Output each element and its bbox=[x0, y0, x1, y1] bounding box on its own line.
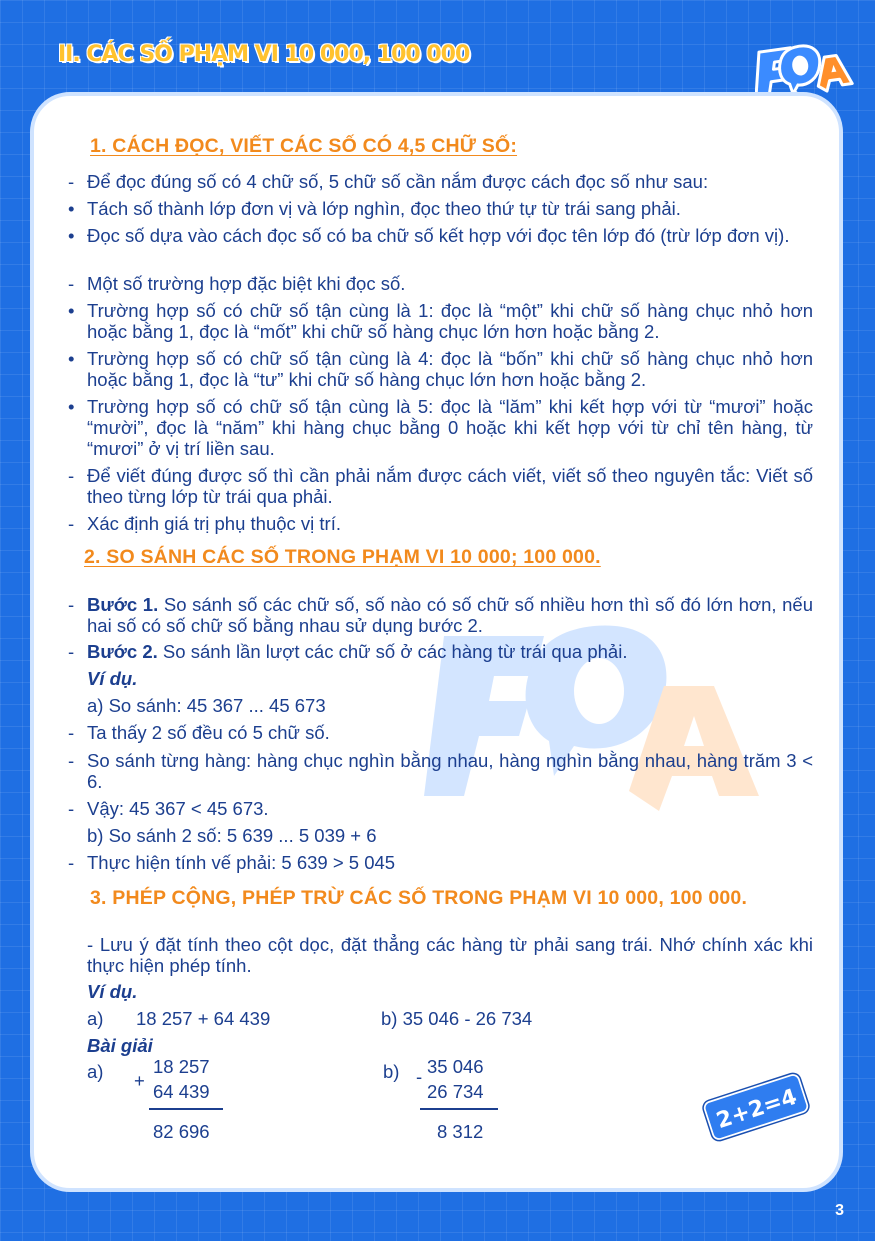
step-1-label: Bước 1. bbox=[87, 594, 159, 615]
list-item-text: Xác định giá trị phụ thuộc vị trí. bbox=[87, 513, 341, 534]
list-item: - Ta thấy 2 số đều có 5 chữ số. bbox=[68, 722, 813, 743]
bullet-marker: • bbox=[68, 198, 75, 219]
list-item bbox=[68, 396, 813, 459]
list-item-text: Một số trường hợp đặc biệt khi đọc số. bbox=[87, 273, 406, 294]
calc-a-top: 18 257 bbox=[153, 1056, 210, 1077]
list-item bbox=[68, 198, 813, 219]
example-b: b) So sánh 2 số: 5 639 ... 5 039 + 6 bbox=[87, 825, 377, 846]
list-item-text: Trường hợp số có chữ số tận cùng là 4: đọc là “bốn” khi chữ số hàng chục nhỏ hơn hoặc bằng 1, đọc là “tư” khi chữ số hàng chục lớn hơn hoặc bằng 2. bbox=[87, 348, 813, 390]
example-label: Ví dụ. bbox=[87, 981, 138, 1002]
content-card bbox=[30, 92, 843, 1192]
example-b-expression: b) 35 046 - 26 734 bbox=[381, 1008, 533, 1029]
math-sticker-icon bbox=[697, 1072, 815, 1142]
list-item: - Bước 2. So sánh lần lượt các chữ số ở các hàng từ trái qua phải. bbox=[68, 641, 628, 662]
list-marker: - bbox=[68, 465, 75, 486]
calc-b-rule bbox=[420, 1108, 498, 1110]
list-item-text: Đọc số dựa vào cách đọc số có ba chữ số kết hợp với đọc tên lớp đó (trừ lớp đơn vị). bbox=[87, 225, 790, 246]
calc-a-result: 82 696 bbox=[153, 1121, 210, 1142]
section-3-title: 3. PHÉP CỘNG, PHÉP TRỪ CÁC SỐ TRONG PHẠM VI 10 000, 100 000. bbox=[90, 887, 748, 909]
list-item bbox=[68, 300, 813, 342]
bullet-marker: • bbox=[68, 396, 75, 417]
list-marker: - bbox=[68, 273, 75, 294]
page-header-title: II. CÁC SỐ PHẠM VI 10 000, 100 000 bbox=[58, 42, 470, 67]
example-a-expression: 18 257 + 64 439 bbox=[136, 1008, 271, 1029]
calc-a-rule bbox=[149, 1108, 223, 1110]
list-item bbox=[68, 273, 813, 294]
bullet-marker: • bbox=[68, 348, 75, 369]
solution-label: Bài giải bbox=[87, 1035, 153, 1056]
calc-b-label: b) bbox=[383, 1061, 400, 1082]
bullet-marker: • bbox=[68, 300, 75, 321]
calc-b-top: 35 046 bbox=[427, 1056, 484, 1077]
list-item-text: Thực hiện tính vế phải: 5 639 > 5 045 bbox=[87, 852, 396, 873]
list-item bbox=[68, 465, 813, 507]
list-item: - Bước 1. So sánh số các chữ số, số nào có số chữ số nhiều hơn thì số đó lớn hơn, nếu hai số có số chữ số bằng nhau sử dụng bước 2. bbox=[68, 594, 813, 636]
list-item-text: So sánh từng hàng: hàng chục nghìn bằng nhau, hàng nghìn bằng nhau, hàng trăm 3 < 6. bbox=[87, 750, 813, 792]
page-number: 3 bbox=[835, 1202, 844, 1219]
list-item-text: Tách số thành lớp đơn vị và lớp nghìn, đọc theo thứ tự từ trái sang phải. bbox=[87, 198, 681, 219]
list-item-text: Để viết đúng được số thì cần phải nắm được cách viết, viết số theo nguyên tắc: Viết số theo từng lớp từ trái qua phải. bbox=[87, 465, 813, 507]
list-item-text: Ta thấy 2 số đều có 5 chữ số. bbox=[87, 722, 330, 743]
step-1-text: So sánh số các chữ số, số nào có số chữ số nhiều hơn thì số đó lớn hơn, nếu hai số có số chữ số bằng nhau sử dụng bước 2. bbox=[87, 594, 813, 636]
section-2-title: 2. SO SÁNH CÁC SỐ TRONG PHẠM VI 10 000; 100 000. bbox=[84, 546, 601, 568]
calc-a-bottom: 64 439 bbox=[153, 1081, 210, 1102]
section-3-note: - Lưu ý đặt tính theo cột dọc, đặt thẳng các hàng từ phải sang trái. Nhớ chính xác khi thực hiện phép tính. bbox=[87, 934, 813, 976]
bullet-marker: • bbox=[68, 225, 75, 246]
list-item-text: Trường hợp số có chữ số tận cùng là 1: đọc là “một” khi chữ số hàng chục nhỏ hơn hoặc bằng 1, đọc là “mốt” khi chữ số hàng chục lớn hơn hoặc bằng 2. bbox=[87, 300, 813, 342]
example-label: Ví dụ. bbox=[87, 668, 138, 689]
example-a-label: a) bbox=[87, 1008, 104, 1029]
list-marker: - bbox=[68, 513, 75, 534]
example-a: a) So sánh: 45 367 ... 45 673 bbox=[87, 695, 326, 716]
list-item bbox=[68, 513, 813, 534]
list-marker: - bbox=[68, 171, 75, 192]
list-item: - So sánh từng hàng: hàng chục nghìn bằng nhau, hàng nghìn bằng nhau, hàng trăm 3 < 6. bbox=[68, 750, 813, 792]
list-item bbox=[68, 171, 813, 192]
calc-a-label: a) bbox=[87, 1061, 104, 1082]
step-2-label: Bước 2. bbox=[87, 641, 158, 662]
calc-b-bottom: 26 734 bbox=[427, 1081, 484, 1102]
minus-sign: - bbox=[416, 1066, 423, 1087]
list-item bbox=[68, 348, 813, 390]
list-item-text: Vậy: 45 367 < 45 673. bbox=[87, 798, 269, 819]
sticker-text: 2+2=4 bbox=[713, 1084, 801, 1135]
list-item-text: Để đọc đúng số có 4 chữ số, 5 chữ số cần nắm được cách đọc số như sau: bbox=[87, 171, 709, 192]
calc-b-result: 8 312 bbox=[437, 1121, 484, 1142]
plus-sign: + bbox=[134, 1070, 145, 1091]
step-2-text: So sánh lần lượt các chữ số ở các hàng từ trái qua phải. bbox=[157, 641, 628, 662]
list-item bbox=[68, 225, 813, 246]
section-1-title: 1. CÁCH ĐỌC, VIẾT CÁC SỐ CÓ 4,5 CHỮ SỐ: bbox=[90, 135, 518, 157]
list-item: - Vậy: 45 367 < 45 673. bbox=[68, 798, 813, 819]
list-item: - Thực hiện tính vế phải: 5 639 > 5 045 bbox=[68, 852, 813, 873]
list-item-text: Trường hợp số có chữ số tận cùng là 5: đọc là “lăm” khi kết hợp với từ “mươi” hoặc “mười”, đọc là “năm” khi hàng chục bằng 0 hoặc khi kết hợp với từ chỉ tên hàng, từ “mươi” ở vị trí liền sau. bbox=[87, 396, 813, 459]
